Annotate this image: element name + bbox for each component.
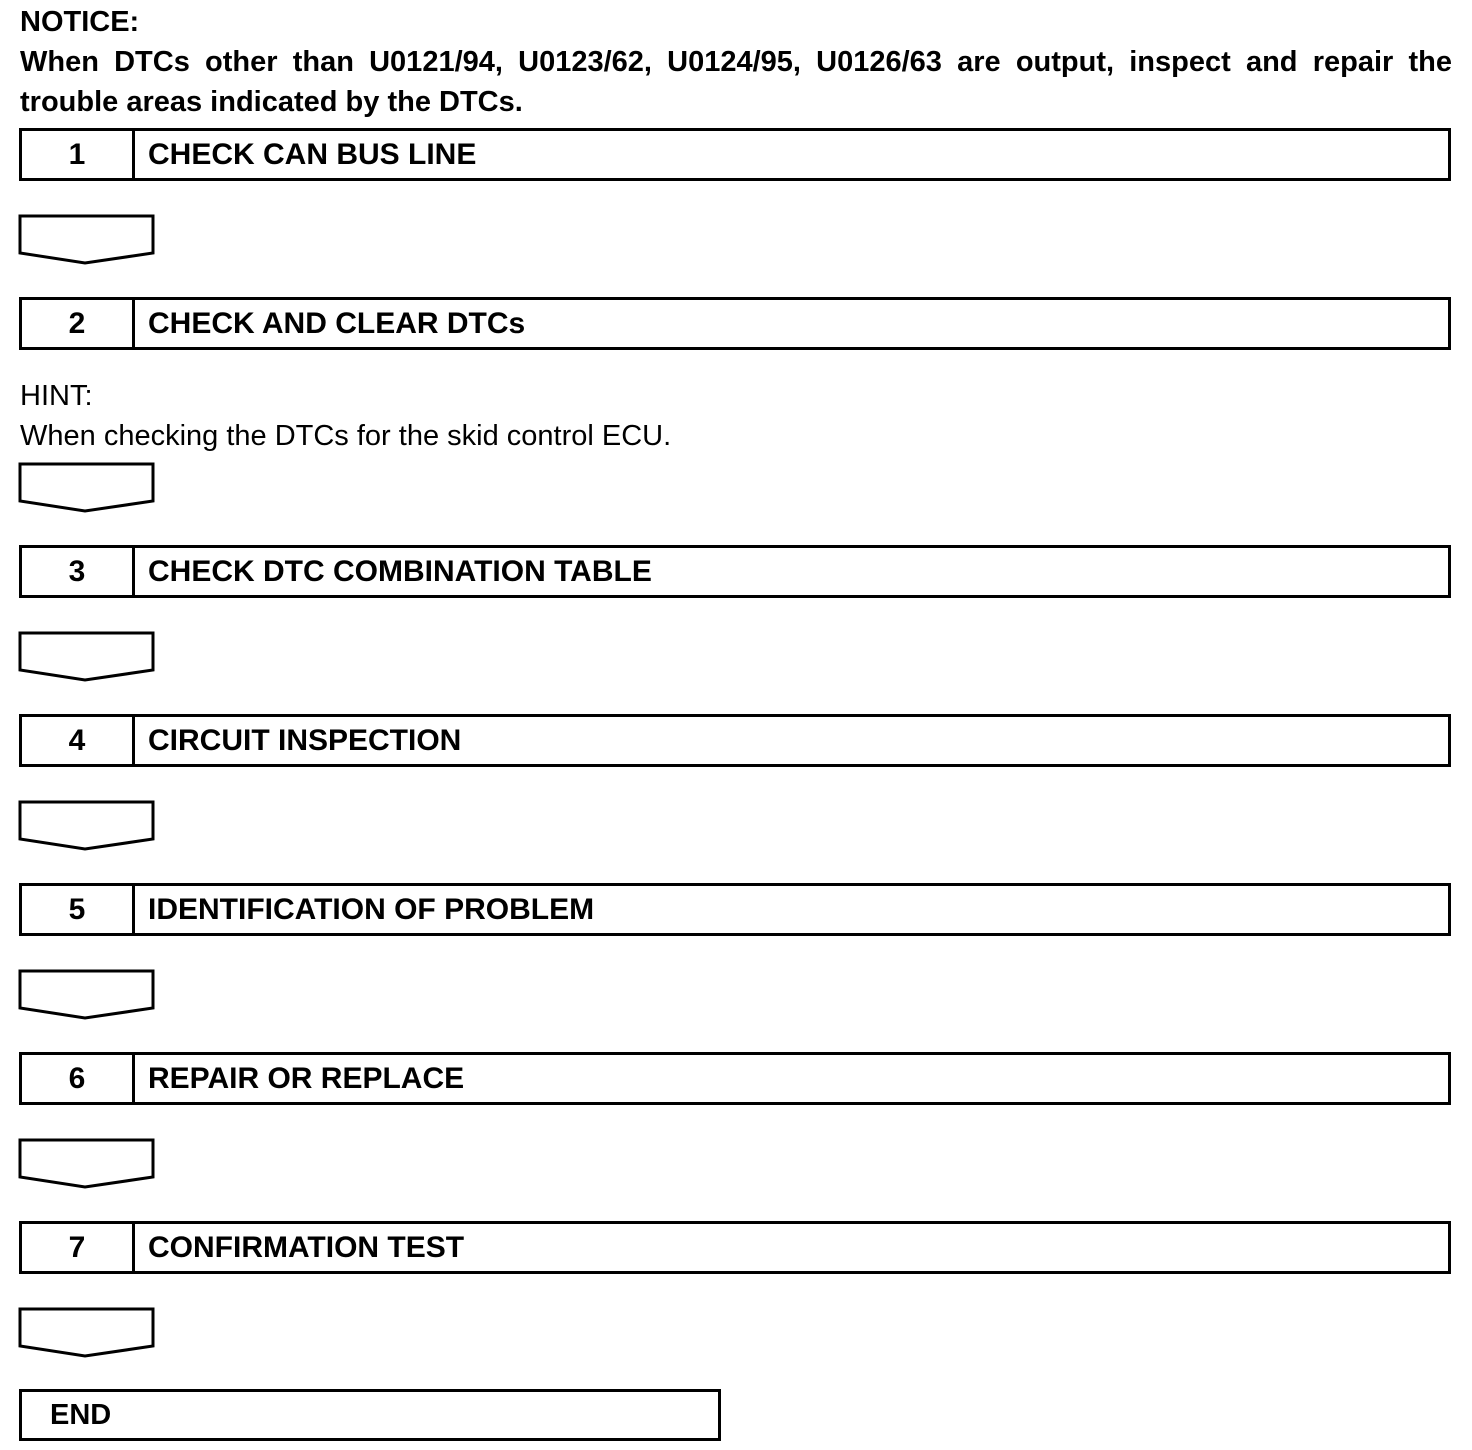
step-number: 2 xyxy=(22,300,135,347)
flow-arrow-icon xyxy=(18,461,156,513)
step-number: 7 xyxy=(22,1224,135,1271)
step-6 xyxy=(19,1052,1451,1105)
step-number: 6 xyxy=(22,1055,135,1102)
step-4 xyxy=(19,714,1451,767)
end-box: END xyxy=(19,1389,721,1441)
step-5 xyxy=(19,883,1451,936)
flow-arrow-icon xyxy=(18,799,156,851)
step-title: CHECK DTC COMBINATION TABLE xyxy=(148,554,652,588)
flow-arrow-icon xyxy=(18,968,156,1020)
step-3 xyxy=(19,545,1451,598)
step-1 xyxy=(19,128,1451,181)
step-title: CONFIRMATION TEST xyxy=(148,1230,465,1264)
step-title: CHECK AND CLEAR DTCs xyxy=(148,306,526,340)
step-number: 4 xyxy=(22,717,135,764)
step-number: 1 xyxy=(22,131,135,178)
step-7 xyxy=(19,1221,1451,1274)
flow-arrow-icon xyxy=(18,1137,156,1189)
step-number: 3 xyxy=(22,548,135,595)
step-title: REPAIR OR REPLACE xyxy=(148,1061,465,1095)
flow-arrow-icon xyxy=(18,630,156,682)
step-title: CIRCUIT INSPECTION xyxy=(148,723,462,757)
step-2 xyxy=(19,297,1451,350)
step-number: 5 xyxy=(22,886,135,933)
notice-label: NOTICE: xyxy=(20,6,140,38)
flow-arrow-icon xyxy=(18,1306,156,1358)
step-title: IDENTIFICATION OF PROBLEM xyxy=(148,892,595,926)
hint-text: When checking the DTCs for the skid control ECU. xyxy=(20,420,672,452)
step-title: CHECK CAN BUS LINE xyxy=(148,137,477,171)
notice-text: When DTCs other than U0121/94, U0123/62, U0124/95, U0126/63 are output, inspect and repair the trouble areas indicated by the DTCs. xyxy=(20,46,1452,118)
hint-label: HINT: xyxy=(20,380,93,412)
flow-arrow-icon xyxy=(18,213,156,265)
